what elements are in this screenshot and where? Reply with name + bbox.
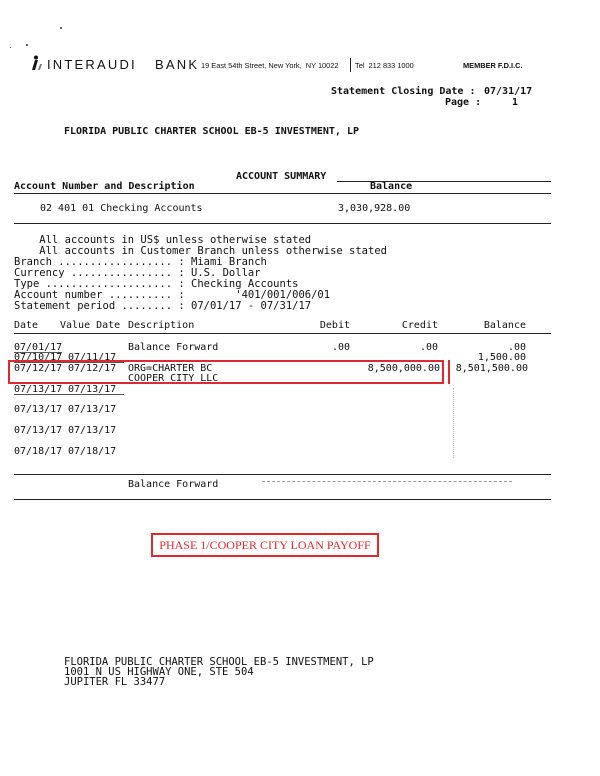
detail-currency: Currency ................ : U.S. Dollar — [14, 267, 261, 279]
scan-speck — [60, 27, 62, 29]
table-row-value-date: 07/13/17 — [68, 384, 117, 395]
table-row-balance: .00 — [507, 342, 526, 353]
detail-line: All accounts in US$ unless otherwise stated — [14, 234, 312, 246]
table-row-value-date: 07/11/17 — [68, 352, 117, 363]
bank-logo-icon — [30, 55, 44, 71]
bank-telephone: Tel 212 833 1000 — [355, 61, 414, 70]
detail-statement-period: Statement period ........ : 07/01/17 - 07/31/17 — [14, 300, 312, 312]
table-row-description-line2: COOPER CITY LLC — [128, 373, 219, 384]
summary-col-account: Account Number and Description — [14, 181, 195, 192]
table-row-date: 07/01/17 — [14, 342, 63, 353]
summary-col-balance: Balance — [370, 181, 413, 192]
col-header-description: Description — [128, 320, 195, 331]
footer-top-rule — [14, 474, 551, 475]
table-row-value-date: 07/13/17 — [68, 404, 117, 415]
table-row-credit: 8,500,000.00 — [367, 363, 440, 374]
col-header-balance: Balance — [483, 320, 526, 331]
statement-closing-label: Statement Closing Date : — [331, 86, 476, 97]
summary-account-balance: 3,030,928.00 — [338, 203, 411, 214]
col-header-credit: Credit — [401, 320, 438, 331]
table-row-date: 07/13/17 — [14, 425, 63, 436]
table-row-value-date: 07/12/17 — [68, 363, 117, 374]
page-number: 1 — [512, 97, 519, 108]
table-row-description: ORG=CHARTER BC — [128, 363, 213, 374]
mailing-address-line3: JUPITER FL 33477 — [64, 676, 166, 688]
footer-balance-forward-label: Balance Forward — [128, 479, 219, 490]
mailing-address-line2: 1001 N US HIGHWAY ONE, STE 504 — [64, 666, 254, 678]
detail-type: Type .................... : Checking Accounts — [14, 278, 299, 290]
summary-account-line: 02 401 01 Checking Accounts — [40, 203, 203, 214]
statement-closing-date: 07/31/17 — [484, 86, 533, 97]
table-row-balance: 8,501,500.00 — [455, 363, 528, 374]
faint-scan-mark — [453, 388, 455, 458]
summary-bottom-rule — [14, 223, 551, 224]
table-row-date: 07/12/17 — [14, 363, 63, 374]
page-label: Page : — [445, 97, 482, 108]
bank-address: 19 East 54th Street, New York, NY 10022 — [201, 61, 339, 70]
mailing-address-line1: FLORIDA PUBLIC CHARTER SCHOOL EB-5 INVESTMENT, LP — [64, 656, 374, 668]
fdic-member: MEMBER F.D.I.C. — [463, 61, 523, 70]
table-row-debit: .00 — [331, 342, 350, 353]
table-row-description: Balance Forward — [128, 342, 219, 353]
detail-branch: Branch .................. : Miami Branch — [14, 256, 267, 268]
table-row-value-date: 07/18/17 — [68, 446, 117, 457]
annotation-loan-payoff: PHASE 1/COOPER CITY LOAN PAYOFF — [151, 533, 379, 557]
table-row-balance: 1,500.00 — [477, 352, 526, 363]
detail-account-number: Account number .......... : '401/001/006/01 — [14, 289, 331, 301]
table-row-date: 07/13/17 — [14, 384, 63, 395]
table-row-date: 07/13/17 — [14, 404, 63, 415]
col-header-value-date: Value Date — [60, 320, 121, 331]
bank-name: INTERAUDI — [47, 57, 137, 72]
table-row-date: 07/18/17 — [14, 446, 63, 457]
bank-name-suffix: BANK — [155, 57, 200, 72]
table-row-credit: .00 — [419, 342, 438, 353]
table-row-value-date: 07/13/17 — [68, 425, 117, 436]
row-underline — [14, 394, 124, 395]
footer-bottom-rule — [14, 499, 551, 500]
highlight-box-balance-edge — [444, 360, 450, 384]
summary-header-rule — [14, 193, 551, 194]
highlight-box-transaction — [8, 360, 444, 384]
faint-scan-mark — [262, 481, 512, 482]
account-summary-title: ACCOUNT SUMMARY — [236, 171, 327, 182]
transactions-header-rule — [14, 333, 551, 334]
letterhead-divider — [350, 58, 351, 72]
account-holder-name: FLORIDA PUBLIC CHARTER SCHOOL EB-5 INVESTMENT, LP — [64, 126, 360, 137]
col-header-debit: Debit — [319, 320, 350, 331]
detail-line: All accounts in Customer Branch unless otherwise stated — [14, 245, 387, 257]
col-header-date: Date — [14, 320, 39, 331]
table-row-date: 07/10/17 — [14, 352, 63, 363]
scan-speck — [10, 47, 11, 48]
scan-speck — [26, 44, 28, 46]
